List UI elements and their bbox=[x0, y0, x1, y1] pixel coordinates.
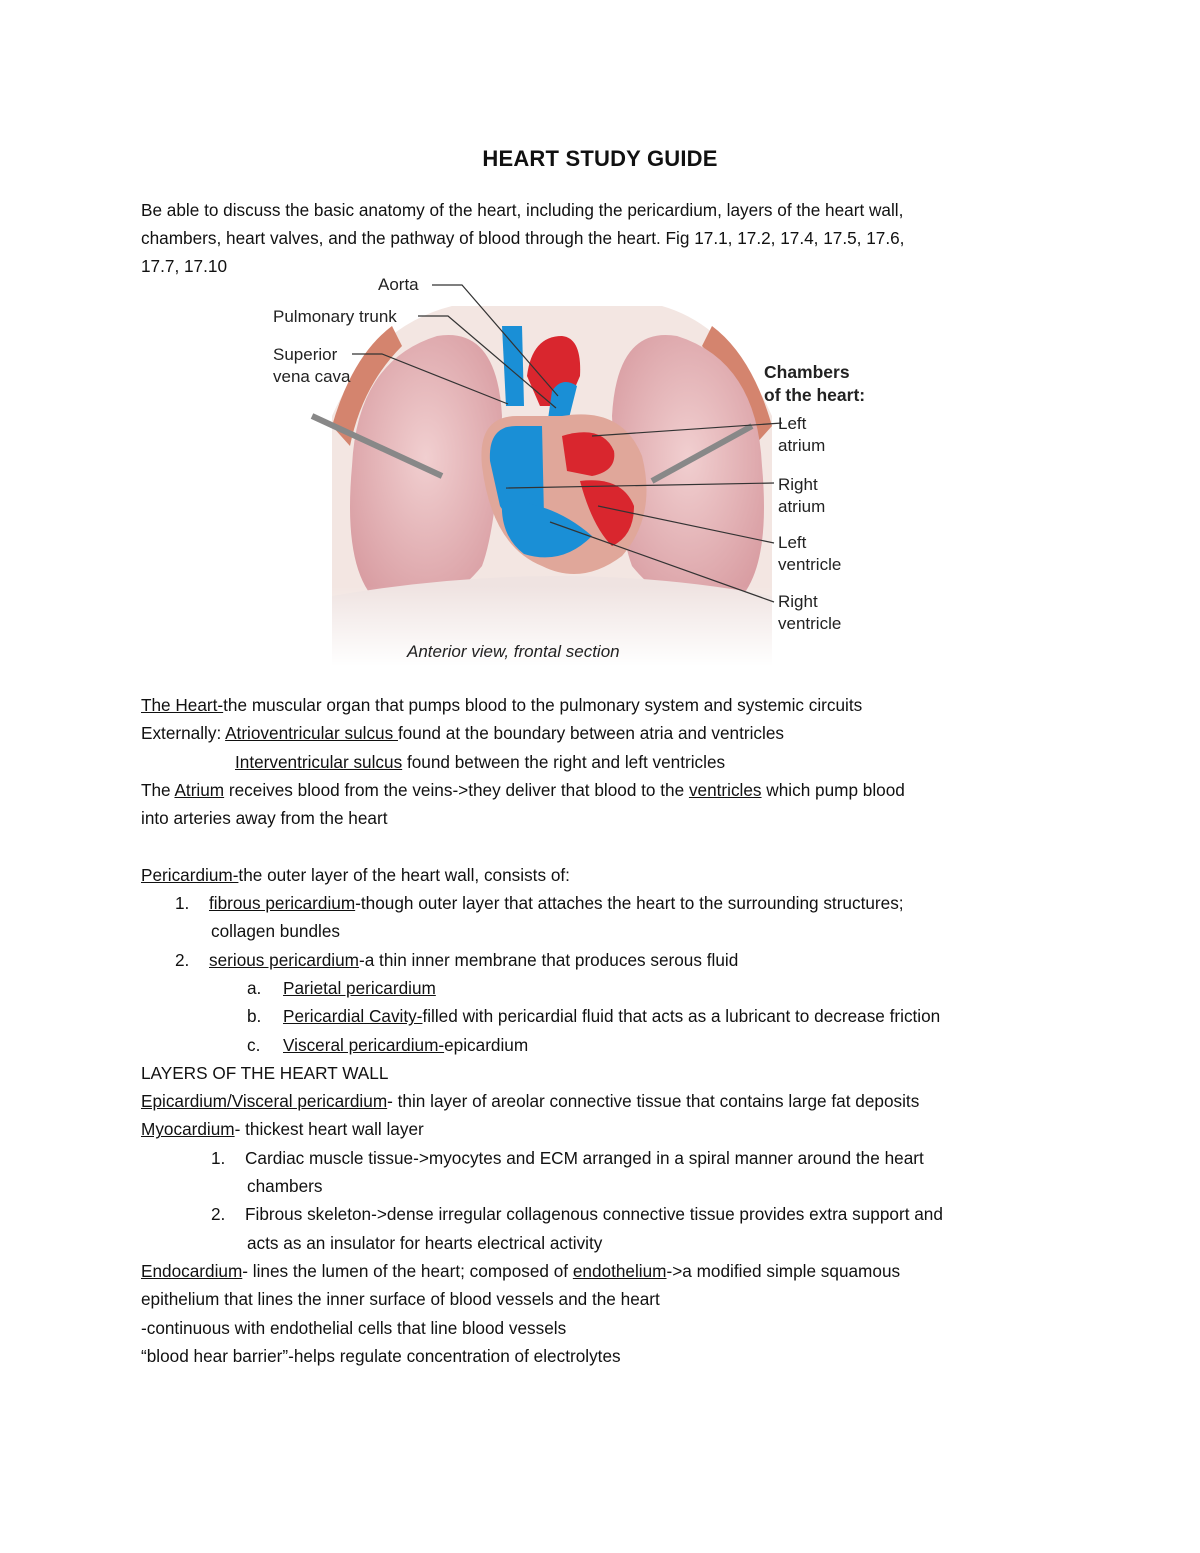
list-number: 1. bbox=[211, 1147, 226, 1168]
chambers-heading: of the heart: bbox=[764, 385, 866, 405]
list-item bbox=[141, 1200, 1081, 1228]
label: Externally: bbox=[141, 723, 226, 744]
text: receives blood from the veins->they deliver that blood to the bbox=[224, 779, 689, 800]
list-text: Fibrous skeleton->dense irregular collagenous connective tissue provides extra support and bbox=[245, 1204, 943, 1225]
text: The bbox=[141, 779, 175, 800]
blank-line bbox=[141, 832, 1081, 860]
definition: found at the boundary between atria and ventricles bbox=[397, 723, 784, 744]
list-number: 1. bbox=[175, 893, 190, 914]
label-right-atrium: Right bbox=[778, 475, 818, 494]
definition: found between the right and left ventricles bbox=[402, 751, 726, 772]
atrium-line-continued: into arteries away from the heart bbox=[141, 808, 388, 829]
endocardium-continued: -continuous with endothelial cells that line blood vessels bbox=[141, 1317, 567, 1338]
term: Pericardial Cavity- bbox=[283, 1006, 423, 1027]
label-svc-line1: Superior bbox=[273, 345, 338, 364]
endocardium-continued: epithelium that lines the inner surface of blood vessels and the heart bbox=[141, 1289, 660, 1310]
section-heading: LAYERS OF THE HEART WALL bbox=[141, 1062, 389, 1083]
list-letter: a. bbox=[247, 977, 262, 998]
interventricular-line bbox=[141, 748, 1081, 776]
externally-line bbox=[141, 719, 1081, 747]
term: Epicardium/Visceral pericardium bbox=[141, 1091, 388, 1112]
term: endothelium bbox=[572, 1260, 667, 1281]
chambers-heading: Chambers bbox=[764, 362, 850, 382]
endocardium-continued: “blood hear barrier”-helps regulate concentration of electrolytes bbox=[141, 1345, 621, 1366]
list-item bbox=[141, 889, 1081, 917]
definition: - thin layer of areolar connective tissue that contains large fat deposits bbox=[387, 1091, 920, 1112]
list-item-continued: collagen bundles bbox=[211, 921, 341, 942]
label-right-atrium: atrium bbox=[778, 497, 826, 516]
sub-list-item bbox=[141, 1031, 1081, 1059]
list-item-continued: chambers bbox=[247, 1176, 323, 1197]
term: Atrium bbox=[174, 779, 225, 800]
definition: ->a modified simple squamous bbox=[666, 1260, 901, 1281]
label-svc-line2: vena cava bbox=[273, 367, 351, 386]
term: ventricles bbox=[688, 779, 762, 800]
endocardium-definition bbox=[141, 1257, 1081, 1285]
term: Endocardium bbox=[141, 1260, 243, 1281]
definition: filled with pericardial fluid that acts as a lubricant to decrease friction bbox=[422, 1006, 941, 1027]
myocardium-definition bbox=[141, 1115, 1081, 1143]
atrium-line bbox=[141, 776, 1081, 804]
label-pulmonary-trunk: Pulmonary trunk bbox=[273, 307, 397, 326]
sub-list-item bbox=[141, 1002, 1081, 1030]
list-number: 2. bbox=[211, 1204, 226, 1225]
label-right-ventricle: Right bbox=[778, 592, 818, 611]
label-left-ventricle: Left bbox=[778, 533, 807, 552]
definition: epicardium bbox=[444, 1034, 529, 1055]
heart-illustration bbox=[262, 266, 902, 666]
definition: the muscular organ that pumps blood to the pulmonary system and systemic circuits bbox=[223, 695, 863, 715]
label-right-ventricle: ventricle bbox=[778, 614, 842, 633]
definition: the outer layer of the heart wall, consists of: bbox=[238, 864, 570, 885]
list-item bbox=[141, 1144, 1081, 1172]
page-title: HEART STUDY GUIDE bbox=[482, 146, 718, 171]
term: Interventricular sulcus bbox=[235, 751, 403, 772]
term: fibrous pericardium bbox=[209, 893, 356, 914]
list-letter: b. bbox=[247, 1006, 262, 1027]
text: which pump blood bbox=[761, 779, 905, 800]
list-number: 2. bbox=[175, 949, 190, 970]
list-letter: c. bbox=[247, 1034, 261, 1055]
figure-caption: Anterior view, frontal section bbox=[407, 642, 620, 661]
term: Visceral pericardium- bbox=[283, 1034, 445, 1055]
term: serious pericardium bbox=[209, 949, 359, 970]
label-left-ventricle: ventricle bbox=[778, 555, 842, 574]
label-aorta: Aorta bbox=[378, 275, 419, 294]
term: Pericardium- bbox=[141, 864, 239, 885]
definition: - thickest heart wall layer bbox=[234, 1119, 424, 1140]
term: The Heart- bbox=[141, 695, 224, 715]
term: Myocardium bbox=[141, 1119, 235, 1140]
heart-anatomy-figure bbox=[262, 266, 902, 666]
study-guide-body bbox=[141, 691, 1081, 1370]
intro-line: 17.7, 17.10 bbox=[141, 256, 228, 276]
epicardium-definition bbox=[141, 1087, 1081, 1115]
term: Parietal pericardium bbox=[283, 977, 436, 998]
sub-list-item bbox=[141, 974, 1081, 1002]
list-text: Cardiac muscle tissue->myocytes and ECM arranged in a spiral manner around the heart bbox=[245, 1147, 924, 1168]
definition: -a thin inner membrane that produces serous fluid bbox=[358, 949, 739, 970]
intro-line: Be able to discuss the basic anatomy of the heart, including the pericardium, layers of the heart wall, bbox=[141, 200, 904, 220]
list-item-continued: acts as an insulator for hearts electrical activity bbox=[247, 1232, 603, 1253]
label-left-atrium: atrium bbox=[778, 436, 826, 455]
pericardium-definition bbox=[141, 861, 1081, 889]
definition: - lines the lumen of the heart; composed of bbox=[242, 1260, 573, 1281]
intro-line: chambers, heart valves, and the pathway of blood through the heart. Fig 17.1, 17.2, 17.4, 17.5, 17.6, bbox=[141, 228, 905, 248]
label-left-atrium: Left bbox=[778, 414, 807, 433]
definition: -though outer layer that attaches the heart to the surrounding structures; bbox=[355, 893, 904, 914]
term: Atrioventricular sulcus bbox=[225, 723, 398, 744]
heart-definition bbox=[141, 691, 1081, 719]
list-item bbox=[141, 946, 1081, 974]
